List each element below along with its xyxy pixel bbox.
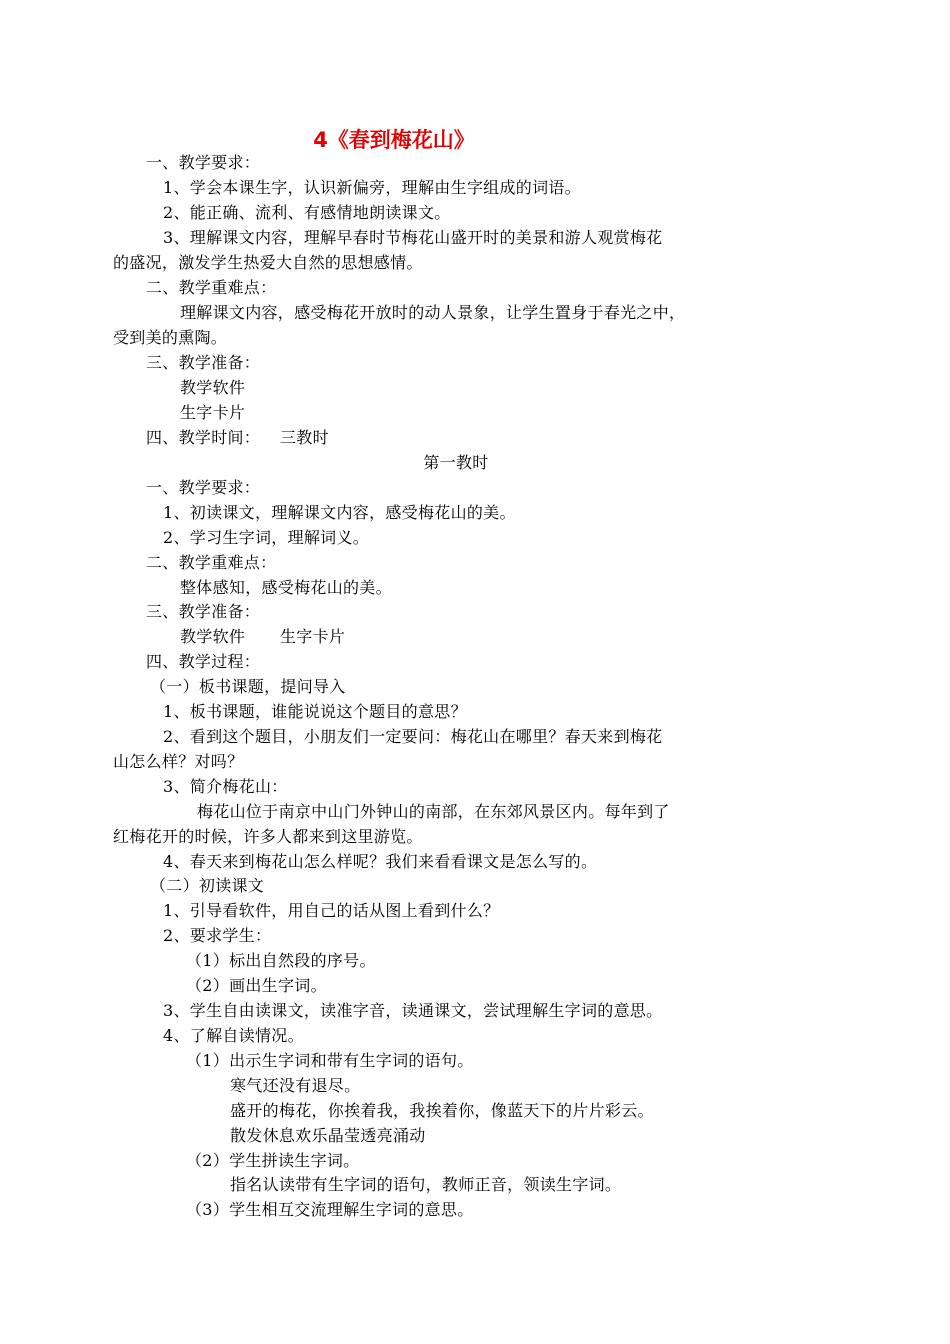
section-heading: 一、教学要求： — [146, 478, 261, 497]
list-item: 3、理解课文内容，理解早春时节梅花山盛开时的美景和游人观赏梅花 — [163, 228, 663, 247]
sub-list-item: （3）学生相互交流理解生字词的意思。 — [186, 1200, 474, 1219]
sub-list-item: （1）标出自然段的序号。 — [186, 951, 376, 970]
document-title: 4《春到梅花山》 — [313, 128, 475, 152]
list-item: 生字卡片 — [280, 627, 346, 646]
list-item: 1、初读课文，理解课文内容，感受梅花山的美。 — [163, 503, 516, 522]
list-item: 1、引导看软件，用自己的话从图上看到什么？ — [163, 901, 500, 920]
paragraph-line: 梅花山位于南京中山门外钟山的南部，在东郊风景区内。每年到了 — [197, 802, 670, 821]
sub-list-item: （2）画出生字词。 — [186, 976, 327, 995]
paragraph-line: 红梅花开的时候，许多人都来到这里游览。 — [113, 827, 423, 846]
list-item: 1、板书课题，谁能说说这个题目的意思？ — [163, 702, 467, 721]
sub-list-item: （2）学生拼读生字词。 — [186, 1151, 360, 1170]
list-item: 4、春天来到梅花山怎么样呢？我们来看看课文是怎么写的。 — [163, 852, 598, 871]
section-heading: 二、教学重难点： — [146, 553, 277, 572]
paragraph-line: 理解课文内容，感受梅花开放时的动人景象，让学生置身于春光之中， — [180, 303, 686, 322]
paragraph-line: 受到美的熏陶。 — [113, 328, 228, 347]
section-heading: 二、教学重难点： — [146, 278, 277, 297]
example-sentence: 寒气还没有退尽。 — [230, 1076, 361, 1095]
list-item: 2、能正确、流利、有感情地朗读课文。 — [163, 203, 451, 222]
list-item: 3、简介梅花山： — [163, 777, 288, 796]
list-item: 2、学习生字词，理解词义。 — [163, 528, 370, 547]
step-heading: （二）初读课文 — [150, 876, 265, 895]
list-item: 4、了解自读情况。 — [163, 1026, 304, 1045]
section-heading: 三、教学准备： — [146, 353, 261, 372]
section-heading: 四、教学过程： — [146, 652, 261, 671]
step-heading: （一）板书课题，提问导入 — [150, 677, 346, 696]
section-heading: 三、教学准备： — [146, 602, 261, 621]
paragraph-line: 的盛况，激发学生热爱大自然的思想感情。 — [113, 253, 423, 272]
sub-list-item: （1）出示生字词和带有生字词的语句。 — [186, 1051, 474, 1070]
list-item: 1、学会本课生字，认识新偏旁，理解由生字组成的词语。 — [163, 178, 581, 197]
list-item: 教学软件 — [180, 378, 246, 397]
subsection-title: 第一教时 — [423, 453, 489, 472]
section-heading: 一、教学要求： — [146, 153, 261, 172]
paragraph-line: 指名认读带有生字词的语句，教师正音，领读生字词。 — [230, 1175, 622, 1194]
paragraph-line: 山怎么样？对吗？ — [113, 752, 244, 771]
list-item: 生字卡片 — [180, 403, 246, 422]
list-item: 教学软件 — [180, 627, 246, 646]
vocabulary-list: 散发休息欢乐晶莹透亮涌动 — [230, 1126, 426, 1145]
section-heading: 四、教学时间： — [146, 428, 261, 447]
list-item: 3、学生自由读课文，读准字音，读通课文，尝试理解生字词的意思。 — [163, 1001, 663, 1020]
paragraph-line: 整体感知，感受梅花山的美。 — [180, 578, 392, 597]
example-sentence: 盛开的梅花，你挨着我，我挨着你，像蓝天下的片片彩云。 — [230, 1101, 654, 1120]
list-item: 2、看到这个题目，小朋友们一定要问：梅花山在哪里？春天来到梅花 — [163, 727, 663, 746]
list-item: 2、要求学生： — [163, 926, 272, 945]
inline-value: 三教时 — [280, 428, 329, 447]
